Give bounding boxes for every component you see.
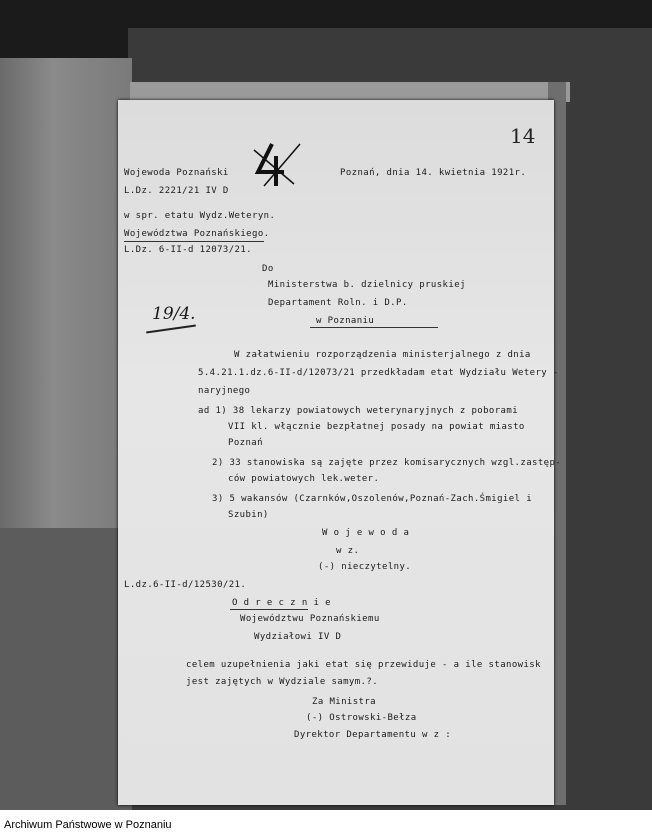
addressee-ministry: Ministerstwa b. dzielnicy pruskiej bbox=[268, 280, 466, 290]
second-reference: L.dz.6-II-d/12530/21. bbox=[124, 580, 247, 590]
reply-heading-underline bbox=[230, 609, 308, 610]
sheet-top-band bbox=[130, 82, 570, 102]
addressee-department: Departament Roln. i D.P. bbox=[268, 298, 408, 308]
underlying-page-shadow bbox=[0, 528, 132, 810]
body-line: 5.4.21.1.dz.6-II-d/12073/21 przedkładam etat Wydziału Wetery - bbox=[198, 368, 559, 378]
body-line: ców powiatowych lek.weter. bbox=[228, 474, 380, 484]
place-date: Poznań, dnia 14. kwietnia 1921r. bbox=[340, 168, 527, 178]
body-line: ad 1) 38 lekarzy powiatowych weterynaryjnych z poborami bbox=[198, 406, 519, 416]
body-line: VII kl. włącznie bezpłatnej posady na powiat miasto bbox=[228, 422, 525, 432]
addressee-city: w Poznaniu bbox=[316, 316, 375, 326]
addressee-to: Do bbox=[262, 264, 274, 274]
reply-body-line: celem uzupełnienia jaki etat się przewiduje - a ile stanowisk bbox=[186, 660, 541, 670]
signature-title: W o j e w o d a bbox=[322, 528, 410, 538]
body-line: naryjnego bbox=[198, 386, 251, 396]
signature-name: (-) nieczytelny. bbox=[318, 562, 412, 572]
footer-bar bbox=[0, 810, 652, 840]
reply-signature-for: Za Ministra bbox=[312, 697, 377, 707]
reply-signature-role: Dyrektor Departamentu w z : bbox=[294, 730, 452, 740]
body-line: Poznań bbox=[228, 438, 263, 448]
reply-body-line: jest zajętych w Wydziale samym.?. bbox=[186, 677, 379, 687]
subject-line: w spr. etatu Wydz.Weteryn. bbox=[124, 211, 276, 221]
reply-heading: O d r e c z n i e bbox=[232, 598, 331, 608]
body-line: 2) 33 stanowiska są zajęte przez komisarycznych wzgl.zastęp- bbox=[212, 458, 562, 468]
handwritten-reference: 19/4. bbox=[152, 304, 196, 324]
crossed-number-stamp bbox=[250, 140, 310, 190]
page-number: 14 bbox=[510, 124, 536, 148]
underlying-page bbox=[0, 58, 132, 810]
body-line: Szubin) bbox=[228, 510, 269, 520]
signature-wz: w z. bbox=[336, 546, 360, 556]
body-line: 3) 5 wakansów (Czarnków,Oszolenów,Poznań-Zach.Śmigiel i bbox=[212, 494, 533, 504]
body-line: W załatwieniu rozporządzenia ministerjalnego z dnia bbox=[234, 350, 531, 360]
reply-recipient-department: Wydziałowi IV D bbox=[254, 632, 342, 642]
reply-signature-name: (-) Ostrowski-Bełza bbox=[306, 713, 417, 723]
ministry-reference: L.Dz. 6-II-d 12073/21. bbox=[124, 245, 253, 255]
reply-recipient: Województwu Poznańskiemu bbox=[240, 614, 380, 624]
archive-name: Archiwum Państwowe w Poznaniu bbox=[4, 819, 172, 831]
subject-line-2: Województwa Poznańskiego. bbox=[124, 229, 270, 239]
subject-underline bbox=[124, 241, 264, 242]
reference-number: L.Dz. 2221/21 IV D bbox=[124, 186, 229, 196]
issuer-line: Wojewoda Poznański bbox=[124, 168, 229, 178]
addressee-underline bbox=[310, 327, 438, 328]
